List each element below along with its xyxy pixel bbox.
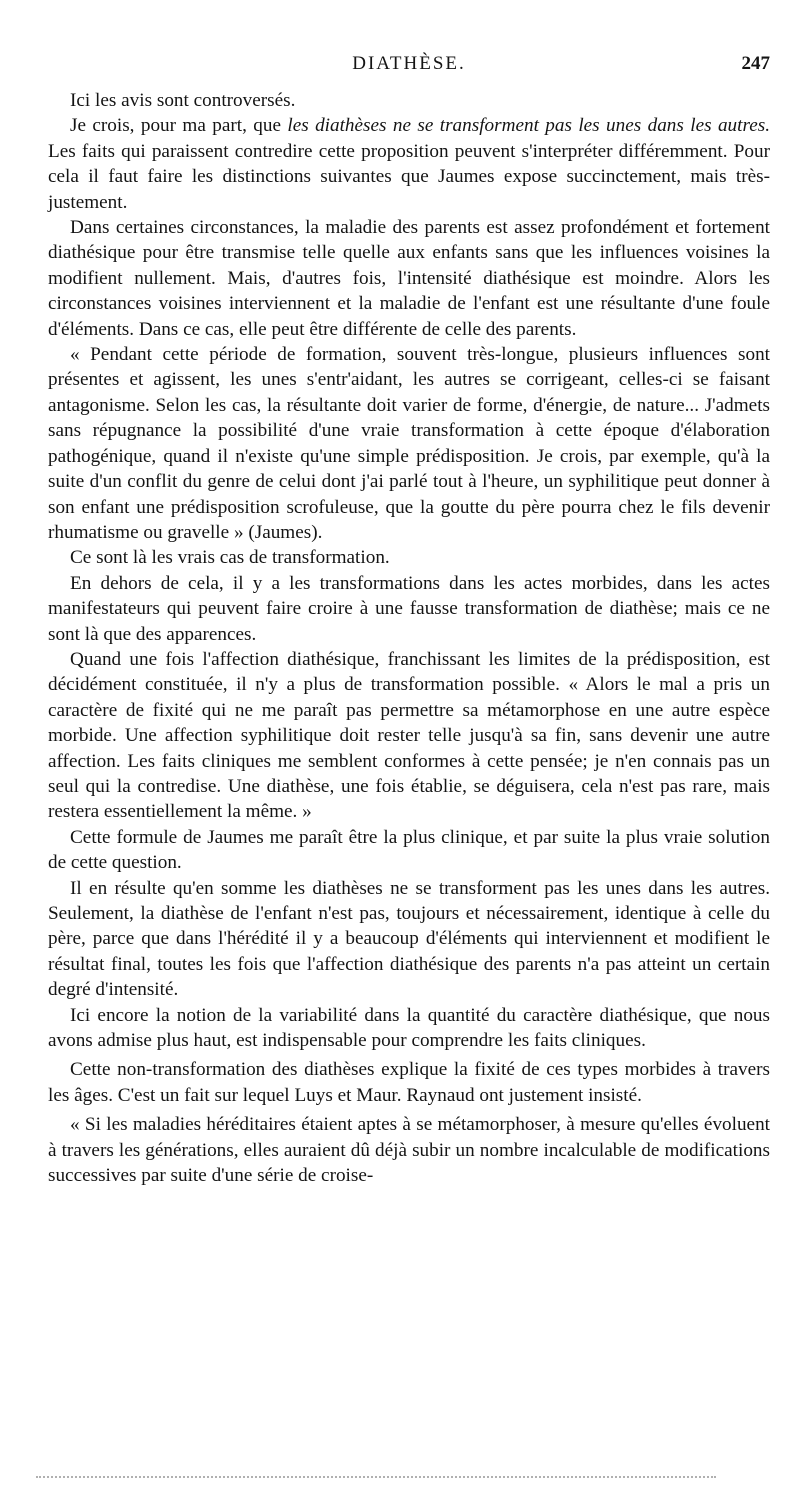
paragraph: Cette non-transformation des diathèses explique la fixité de ces types morbides à travers les âges. C'est un fait sur lequel Luys et Maur. Raynaud ont justement insisté. bbox=[48, 1059, 770, 1106]
running-title: DIATHÈSE. bbox=[352, 53, 466, 74]
body-text bbox=[48, 88, 770, 1188]
footer-dotted-rule bbox=[36, 1476, 716, 1478]
paragraph: Cette formule de Jaumes me paraît être la plus clinique, et par suite la plus vraie solution de cette question. bbox=[48, 826, 770, 874]
paragraph: Il en résulte qu'en somme les diathèses ne se transforment pas les unes dans les autres. Seulement, la diathèse de l'enfant n'est pas, toujours et nécessairement, identique à celle du père, parce que dans l'hérédité il y a beaucoup d'éléments qui interviennent et modifient le résultat final, toutes les fois que l'affection diathésique des parents n'a pas atteint un certain degré d'intensité. bbox=[48, 877, 770, 1001]
page-number: 247 bbox=[741, 53, 770, 74]
quotation-paragraph: « Si les maladies héréditaires étaient aptes à se métamorphoser, à mesure qu'elles évoluent à travers les générations, elles auraient dû déjà subir un nombre incalculable de modifications successives par suite d'une série de croise- bbox=[48, 1114, 770, 1187]
paragraph: Ici encore la notion de la variabilité dans la quantité du caractère diathésique, que nous avons admise plus haut, est indispensable pour comprendre les faits cliniques. bbox=[48, 1004, 770, 1052]
paragraph: En dehors de cela, il y a les transformations dans les actes morbides, dans les actes manifestateurs qui peuvent faire croire à une fausse transformation de diathèse; mais ce ne sont là que des apparences. bbox=[48, 572, 770, 645]
paragraph: Je crois, pour ma part, que les diathèses ne se transforment pas les unes dans les autres. Les faits qui paraissent contredire cette proposition peuvent s'interpréter différemment. Pour cela il faut faire les distinctions suivantes que Jaumes expose succinctement, mais très-justement. bbox=[48, 115, 770, 213]
paragraph: Quand une fois l'affection diathésique, franchissant les limites de la prédisposition, est décidément constituée, il n'y a plus de transformation possible. « Alors le mal a pris un caractère de fixité qui ne me paraît pas permettre sa métamorphose en une autre espèce morbide. Une affection syphilitique doit rester telle jusqu'à sa fin, sans devenir une autre affection. Les faits cliniques me semblent conformes à cette pensée; je n'en connais pas un seul qui la contredise. Une diathèse, une fois établie, se déguisera, cela n'est pas rare, mais restera essentiellement la même. » bbox=[48, 648, 770, 823]
paragraph: Dans certaines circonstances, la maladie des parents est assez profondément et fortement diathésique pour être transmise telle quelle aux enfants sans que les influences voisines la modifient nullement. Mais, d'autres fois, l'intensité diathésique est moindre. Alors les circonstances voisines interviennent et la maladie de l'enfant est une résultante d'une foule d'éléments. Dans ce cas, elle peut être différente de celle des parents. bbox=[48, 217, 770, 340]
paragraph: Ce sont là les vrais cas de transformation. bbox=[70, 547, 390, 569]
quotation-paragraph: « Pendant cette période de formation, souvent très-longue, plusieurs influences sont présentes et agissent, les unes s'entr'aidant, les autres se corrigeant, celles-ci se faisant antagonisme. Selon les cas, la résultante doit varier de forme, d'énergie, de nature... J'admets sans répugnance la possibilité d'une vraie transformation à cette époque d'élaboration pathogénique, quand il n'existe qu'une simple prédisposition. Je crois, par exemple, qu'à la suite d'un conflit du genre de celui dont j'ai parlé tout à l'heure, un syphilitique peut donner à son enfant une prédisposition scrofuleuse, que la goutte du père pourra chez le fils devenir rhumatisme ou gravelle » (Jaumes). bbox=[48, 344, 770, 543]
emphasized-thesis: les diathèses ne se transforment pas les unes dans les autres. bbox=[287, 115, 770, 137]
paragraph: Ici les avis sont controversés. bbox=[70, 90, 296, 111]
page-header bbox=[48, 53, 770, 83]
